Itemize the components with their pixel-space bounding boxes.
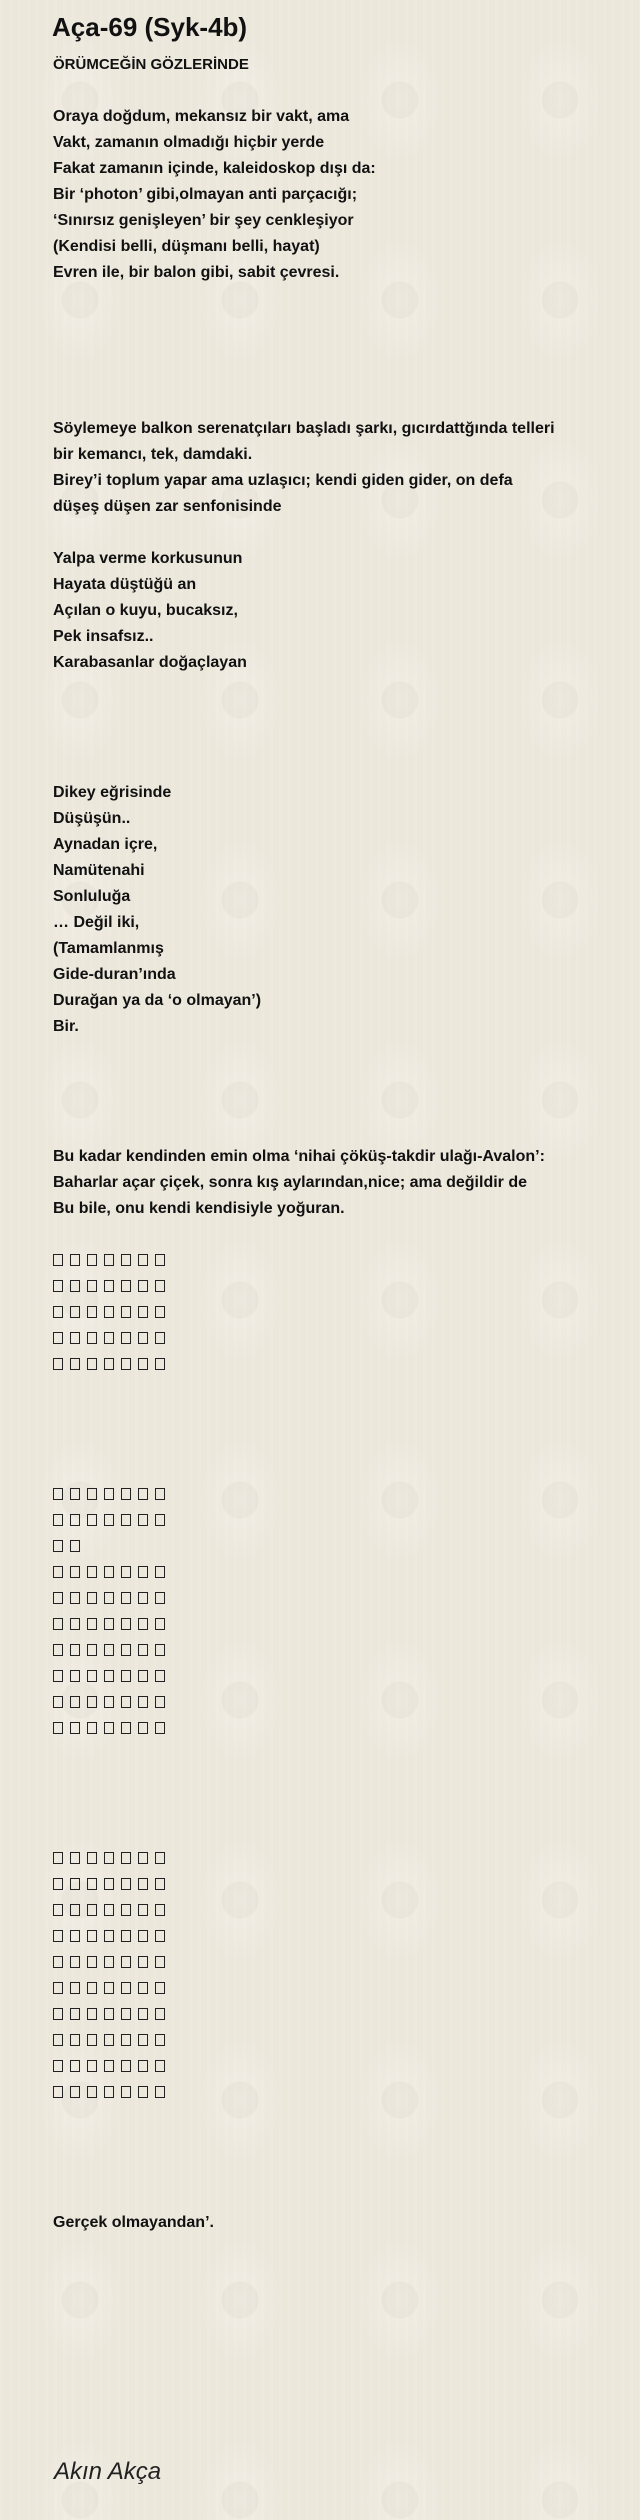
poem-line: Söylemeye balkon serenatçıları başladı şarkı, gıcırdattğında telleri	[53, 420, 555, 437]
missing-glyph-icon	[87, 2008, 97, 2020]
missing-glyph-icon	[121, 1566, 131, 1578]
poem-line: Baharlar açar çiçek, sonra kış aylarından,nice; ama değildir de	[53, 1174, 527, 1191]
missing-glyph-icon	[138, 1982, 148, 1994]
missing-glyph-icon	[121, 1852, 131, 1864]
missing-glyph-icon	[70, 1878, 80, 1890]
missing-glyph-icon	[155, 1514, 165, 1526]
missing-glyph-row	[53, 2054, 593, 2080]
missing-glyph-row	[53, 1560, 593, 1586]
missing-glyph-icon	[104, 2060, 114, 2072]
missing-glyph-icon	[104, 1514, 114, 1526]
missing-glyph-icon	[53, 1514, 63, 1526]
missing-glyph-icon	[155, 1566, 165, 1578]
missing-glyph-row	[53, 1950, 593, 1976]
missing-glyph-icon	[138, 1696, 148, 1708]
missing-glyph-icon	[138, 1592, 148, 1604]
missing-glyph-icon	[121, 1280, 131, 1292]
missing-glyph-icon	[121, 1956, 131, 1968]
missing-glyph-icon	[70, 1670, 80, 1682]
missing-glyph-icon	[138, 1956, 148, 1968]
missing-glyph-icon	[104, 1670, 114, 1682]
missing-glyph-icon	[53, 1670, 63, 1682]
missing-glyph-icon	[155, 1722, 165, 1734]
missing-glyph-icon	[104, 1566, 114, 1578]
missing-glyph-icon	[155, 1956, 165, 1968]
missing-glyph-icon	[70, 1982, 80, 1994]
missing-glyph-icon	[87, 1982, 97, 1994]
missing-glyph-icon	[53, 2060, 63, 2072]
missing-glyph-icon	[155, 1280, 165, 1292]
missing-glyph-icon	[87, 1670, 97, 1682]
missing-glyph-icon	[104, 1358, 114, 1370]
missing-glyph-icon	[121, 1592, 131, 1604]
missing-glyph-icon	[87, 1878, 97, 1890]
missing-glyph-icon	[70, 1540, 80, 1552]
poem-line: Sonluluğa	[53, 888, 131, 905]
missing-glyph-row	[53, 1508, 593, 1534]
missing-glyph-row	[53, 1248, 593, 1274]
missing-glyph-icon	[104, 2034, 114, 2046]
poem-line: düşeş düşen zar senfonisinde	[53, 498, 282, 515]
missing-glyph-icon	[104, 1592, 114, 1604]
stanza-gap	[53, 2106, 593, 2210]
poem-line: … Değil iki,	[53, 914, 140, 931]
poem-line: Dikey eğrisinde	[53, 784, 172, 801]
missing-glyph-icon	[70, 1644, 80, 1656]
missing-glyph-icon	[155, 2034, 165, 2046]
missing-glyph-icon	[121, 1618, 131, 1630]
missing-glyph-icon	[70, 1696, 80, 1708]
missing-glyph-row	[53, 2080, 593, 2106]
missing-glyph-icon	[53, 1358, 63, 1370]
missing-glyph-row	[53, 1352, 593, 1378]
missing-glyph-icon	[70, 1358, 80, 1370]
missing-glyph-icon	[138, 1358, 148, 1370]
poem-line: Bir.	[53, 1018, 79, 1035]
stanza-gap	[53, 286, 593, 416]
missing-glyph-icon	[138, 1644, 148, 1656]
missing-glyph-icon	[155, 1878, 165, 1890]
missing-glyph-icon	[155, 1904, 165, 1916]
missing-glyph-block-2	[53, 1482, 593, 1742]
missing-glyph-row	[53, 1534, 593, 1560]
missing-glyph-row	[53, 1482, 593, 1508]
missing-glyph-icon	[104, 1878, 114, 1890]
missing-glyph-icon	[155, 1306, 165, 1318]
missing-glyph-icon	[155, 2060, 165, 2072]
poem-line: Karabasanlar doğaçlayan	[53, 654, 247, 671]
poem-line: (Kendisi belli, düşmanı belli, hayat)	[53, 238, 320, 255]
stanza-gap	[53, 676, 593, 780]
poem-body	[53, 52, 593, 2236]
missing-glyph-icon	[70, 1488, 80, 1500]
missing-glyph-icon	[70, 1930, 80, 1942]
missing-glyph-icon	[53, 1722, 63, 1734]
missing-glyph-icon	[121, 1254, 131, 1266]
missing-glyph-icon	[53, 2008, 63, 2020]
missing-glyph-icon	[155, 1930, 165, 1942]
missing-glyph-icon	[53, 1540, 63, 1552]
missing-glyph-row	[53, 1690, 593, 1716]
missing-glyph-icon	[87, 1280, 97, 1292]
missing-glyph-icon	[70, 1514, 80, 1526]
missing-glyph-icon	[53, 1878, 63, 1890]
missing-glyph-icon	[87, 2060, 97, 2072]
missing-glyph-row	[53, 2002, 593, 2028]
missing-glyph-icon	[155, 1618, 165, 1630]
missing-glyph-icon	[70, 1722, 80, 1734]
missing-glyph-icon	[121, 1982, 131, 1994]
missing-glyph-icon	[70, 1904, 80, 1916]
stanza-gap	[53, 78, 593, 104]
missing-glyph-icon	[53, 2034, 63, 2046]
poem-line: Vakt, zamanın olmadığı hiçbir yerde	[53, 134, 325, 151]
poem-line: Hayata düştüğü an	[53, 576, 197, 593]
closing-line: Gerçek olmayandan’.	[53, 2214, 214, 2231]
stanza-1	[53, 104, 593, 286]
missing-glyph-icon	[87, 1904, 97, 1916]
missing-glyph-icon	[87, 1514, 97, 1526]
missing-glyph-icon	[87, 1618, 97, 1630]
missing-glyph-icon	[87, 1696, 97, 1708]
missing-glyph-icon	[104, 1852, 114, 1864]
missing-glyph-icon	[87, 1566, 97, 1578]
missing-glyph-icon	[70, 1956, 80, 1968]
missing-glyph-icon	[53, 1332, 63, 1344]
missing-glyph-icon	[121, 1930, 131, 1942]
missing-glyph-row	[53, 1924, 593, 1950]
missing-glyph-icon	[155, 1358, 165, 1370]
missing-glyph-icon	[53, 1930, 63, 1942]
missing-glyph-row	[53, 1664, 593, 1690]
missing-glyph-icon	[53, 1618, 63, 1630]
missing-glyph-icon	[104, 1930, 114, 1942]
missing-glyph-icon	[138, 2034, 148, 2046]
missing-glyph-row	[53, 2028, 593, 2054]
missing-glyph-icon	[104, 1904, 114, 1916]
missing-glyph-row	[53, 1612, 593, 1638]
missing-glyph-icon	[87, 1358, 97, 1370]
missing-glyph-icon	[155, 1488, 165, 1500]
missing-glyph-icon	[70, 2060, 80, 2072]
missing-glyph-row	[53, 1716, 593, 1742]
missing-glyph-icon	[87, 1722, 97, 1734]
poem-line: Birey’i toplum yapar ama uzlaşıcı; kendi giden gider, on defa	[53, 472, 513, 489]
missing-glyph-icon	[87, 1956, 97, 1968]
missing-glyph-icon	[87, 1852, 97, 1864]
missing-glyph-icon	[138, 2060, 148, 2072]
missing-glyph-icon	[121, 1722, 131, 1734]
missing-glyph-icon	[104, 1644, 114, 1656]
missing-glyph-icon	[121, 2086, 131, 2098]
poem-line: Oraya doğdum, mekansız bir vakt, ama	[53, 108, 350, 125]
missing-glyph-row	[53, 1976, 593, 2002]
missing-glyph-row	[53, 1274, 593, 1300]
missing-glyph-row	[53, 1872, 593, 1898]
stanza-gap	[53, 1378, 593, 1482]
missing-glyph-icon	[121, 2060, 131, 2072]
missing-glyph-icon	[53, 1982, 63, 1994]
missing-glyph-icon	[138, 2086, 148, 2098]
missing-glyph-icon	[155, 1592, 165, 1604]
missing-glyph-icon	[104, 1982, 114, 1994]
poem-line: Durağan ya da ‘o olmayan’)	[53, 992, 262, 1009]
missing-glyph-icon	[104, 1332, 114, 1344]
missing-glyph-icon	[104, 1254, 114, 1266]
poem-line: Düşüşün..	[53, 810, 131, 827]
missing-glyph-icon	[138, 1488, 148, 1500]
missing-glyph-icon	[104, 1488, 114, 1500]
missing-glyph-block-3	[53, 1846, 593, 2106]
missing-glyph-icon	[104, 2086, 114, 2098]
missing-glyph-row	[53, 1898, 593, 1924]
missing-glyph-icon	[104, 1306, 114, 1318]
missing-glyph-icon	[87, 1306, 97, 1318]
missing-glyph-icon	[138, 1566, 148, 1578]
missing-glyph-icon	[138, 1878, 148, 1890]
poem-line: Açılan o kuyu, bucaksız,	[53, 602, 238, 619]
missing-glyph-row	[53, 1638, 593, 1664]
missing-glyph-icon	[104, 1722, 114, 1734]
missing-glyph-row	[53, 1586, 593, 1612]
missing-glyph-icon	[155, 1670, 165, 1682]
missing-glyph-row	[53, 1846, 593, 1872]
missing-glyph-icon	[70, 1280, 80, 1292]
missing-glyph-icon	[53, 1904, 63, 1916]
missing-glyph-icon	[70, 2086, 80, 2098]
poem-line: Yalpa verme korkusunun	[53, 550, 243, 567]
missing-glyph-icon	[53, 1644, 63, 1656]
stanza-gap	[53, 1222, 593, 1248]
poem-title: Aça-69 (Syk-4b)	[52, 12, 248, 42]
missing-glyph-icon	[104, 1696, 114, 1708]
poem-line: Gide-duran’ında	[53, 966, 176, 983]
stanza-3	[53, 546, 593, 676]
poem-line: Namütenahi	[53, 862, 145, 879]
missing-glyph-icon	[138, 1306, 148, 1318]
stanza-gap	[53, 1040, 593, 1144]
missing-glyph-icon	[53, 1280, 63, 1292]
stanza-4	[53, 780, 593, 1040]
missing-glyph-icon	[53, 1306, 63, 1318]
missing-glyph-icon	[87, 1332, 97, 1344]
missing-glyph-icon	[104, 2008, 114, 2020]
author-signature: Akın Akça	[54, 2458, 162, 2485]
missing-glyph-icon	[138, 1514, 148, 1526]
missing-glyph-icon	[104, 1280, 114, 1292]
poem-line: Fakat zamanın içinde, kaleidoskop dışı da:	[53, 160, 376, 177]
missing-glyph-icon	[87, 1644, 97, 1656]
poem-line: Aynadan içre,	[53, 836, 158, 853]
missing-glyph-icon	[121, 1878, 131, 1890]
missing-glyph-row	[53, 1300, 593, 1326]
missing-glyph-icon	[121, 1904, 131, 1916]
missing-glyph-icon	[155, 1696, 165, 1708]
poem-line: Pek insafsız..	[53, 628, 154, 645]
poem-line: Bu bile, onu kendi kendisiyle yoğuran.	[53, 1200, 345, 1217]
missing-glyph-icon	[138, 1670, 148, 1682]
missing-glyph-icon	[70, 1332, 80, 1344]
missing-glyph-icon	[53, 2086, 63, 2098]
missing-glyph-icon	[70, 1254, 80, 1266]
missing-glyph-icon	[53, 1956, 63, 1968]
poem-line: Evren ile, bir balon gibi, sabit çevresi.	[53, 264, 340, 281]
poem-line: ‘Sınırsız genişleyen’ bir şey cenkleşiyor	[53, 212, 354, 229]
missing-glyph-icon	[121, 2034, 131, 2046]
missing-glyph-icon	[121, 1644, 131, 1656]
missing-glyph-icon	[121, 1488, 131, 1500]
missing-glyph-icon	[138, 1254, 148, 1266]
missing-glyph-icon	[155, 1332, 165, 1344]
missing-glyph-icon	[138, 1722, 148, 1734]
stanza-5	[53, 1144, 593, 1222]
missing-glyph-icon	[87, 2034, 97, 2046]
stanza-2	[53, 416, 593, 520]
stanza-gap	[53, 1742, 593, 1846]
poem-line: bir kemancı, tek, damdaki.	[53, 446, 253, 463]
missing-glyph-icon	[155, 2008, 165, 2020]
missing-glyph-icon	[87, 1592, 97, 1604]
missing-glyph-icon	[53, 1852, 63, 1864]
missing-glyph-icon	[87, 1930, 97, 1942]
missing-glyph-icon	[70, 1306, 80, 1318]
missing-glyph-icon	[87, 1254, 97, 1266]
missing-glyph-icon	[87, 2086, 97, 2098]
missing-glyph-icon	[138, 1618, 148, 1630]
missing-glyph-icon	[70, 2008, 80, 2020]
missing-glyph-icon	[121, 2008, 131, 2020]
missing-glyph-icon	[138, 1904, 148, 1916]
stanza-gap	[53, 520, 593, 546]
missing-glyph-icon	[121, 1696, 131, 1708]
missing-glyph-icon	[138, 1852, 148, 1864]
missing-glyph-icon	[53, 1592, 63, 1604]
missing-glyph-icon	[155, 1852, 165, 1864]
missing-glyph-icon	[53, 1566, 63, 1578]
missing-glyph-icon	[138, 2008, 148, 2020]
missing-glyph-icon	[138, 1280, 148, 1292]
missing-glyph-icon	[70, 1852, 80, 1864]
missing-glyph-row	[53, 1326, 593, 1352]
missing-glyph-icon	[104, 1618, 114, 1630]
missing-glyph-icon	[70, 1618, 80, 1630]
missing-glyph-icon	[53, 1696, 63, 1708]
missing-glyph-icon	[70, 1566, 80, 1578]
missing-glyph-icon	[53, 1488, 63, 1500]
missing-glyph-icon	[53, 1254, 63, 1266]
missing-glyph-block-1	[53, 1248, 593, 1378]
missing-glyph-icon	[70, 2034, 80, 2046]
missing-glyph-icon	[121, 1332, 131, 1344]
missing-glyph-icon	[121, 1306, 131, 1318]
poem-heading: ÖRÜMCEĞİN GÖZLERİNDE	[53, 56, 249, 73]
missing-glyph-icon	[155, 1982, 165, 1994]
missing-glyph-icon	[155, 1254, 165, 1266]
missing-glyph-icon	[155, 2086, 165, 2098]
missing-glyph-icon	[155, 1644, 165, 1656]
missing-glyph-icon	[70, 1592, 80, 1604]
poem-line: Bu kadar kendinden emin olma ‘nihai çöküş-takdir ulağı-Avalon’:	[53, 1148, 545, 1165]
poem-line: Bir ‘photon’ gibi,olmayan anti parçacığı;	[53, 186, 358, 203]
missing-glyph-icon	[121, 1358, 131, 1370]
missing-glyph-icon	[87, 1488, 97, 1500]
poem-line: (Tamamlanmış	[53, 940, 164, 957]
missing-glyph-icon	[138, 1332, 148, 1344]
missing-glyph-icon	[121, 1670, 131, 1682]
missing-glyph-icon	[104, 1956, 114, 1968]
missing-glyph-icon	[138, 1930, 148, 1942]
missing-glyph-icon	[121, 1514, 131, 1526]
